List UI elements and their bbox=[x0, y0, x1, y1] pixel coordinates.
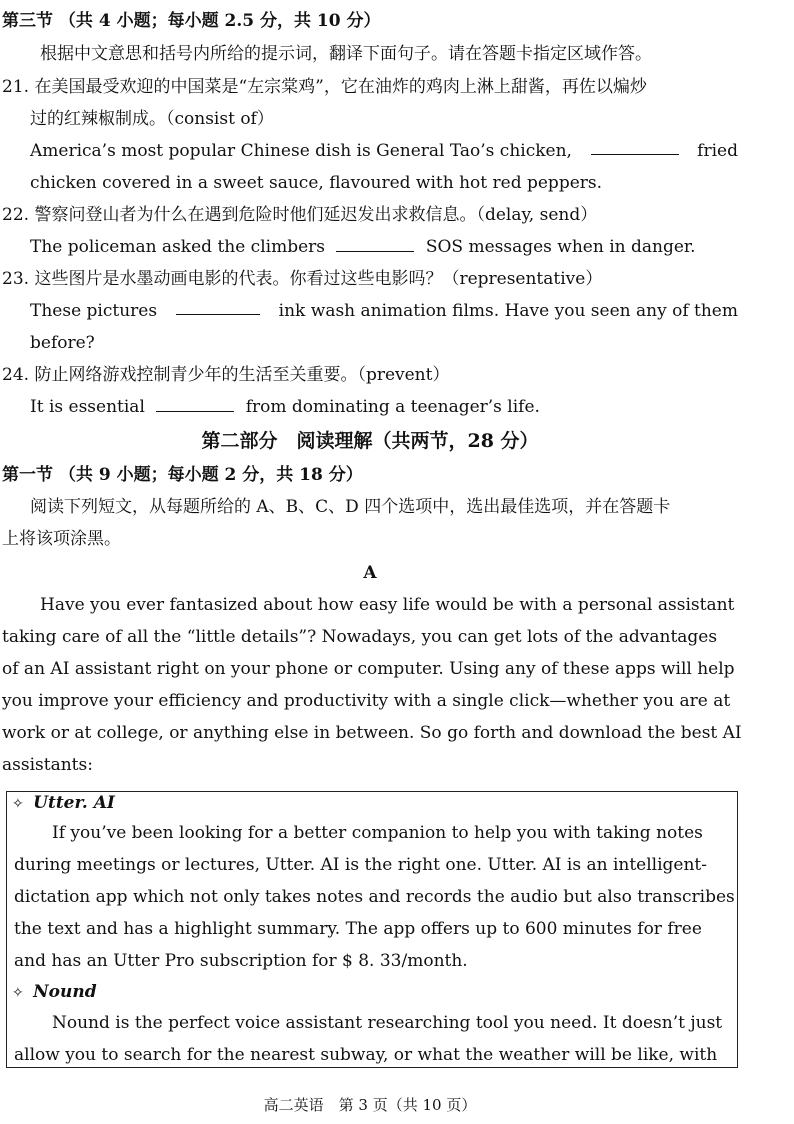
q21-cn-line2: 过的红辣椒制成。（consist of） bbox=[30, 109, 274, 129]
q21-en-part2: fried bbox=[697, 141, 738, 161]
q21-cn-line1: 21. 在美国最受欢迎的中国菜是“左宗棠鸡”，它在油炸的鸡肉上淋上甜酱，再佐以煸炒 bbox=[2, 77, 647, 97]
utter-line: and has an Utter Pro subscription for $ 8. 33/month. bbox=[14, 951, 468, 971]
q22-answer-blank[interactable] bbox=[336, 237, 414, 252]
passage-line: of an AI assistant right on your phone or computer. Using any of these apps will help bbox=[2, 659, 735, 679]
utter-title: Utter. AI bbox=[33, 793, 115, 813]
q22-en-part2: SOS messages when in danger. bbox=[425, 237, 696, 257]
q24-en-part1: It is essential bbox=[30, 397, 145, 417]
q21-answer-blank[interactable] bbox=[591, 140, 679, 155]
nound-line: allow you to search for the nearest subway, or what the weather will be like, with bbox=[14, 1045, 718, 1065]
passage-label: A bbox=[363, 563, 377, 583]
q24-answer-blank[interactable] bbox=[156, 397, 234, 412]
passage-line: assistants: bbox=[2, 755, 93, 775]
page-footer: 高二英语 第 3 页（共 10 页） bbox=[263, 1096, 477, 1114]
q22-en-part1: The policeman asked the climbers bbox=[30, 237, 325, 257]
q24-en bbox=[30, 396, 540, 418]
sparkle-bullet-icon: ✧ bbox=[12, 985, 24, 1001]
passage-line: you improve your efficiency and productivity with a single click—whether you are at bbox=[2, 691, 731, 711]
part2-section1-header: 第一节 （共 9 小题；每小题 2 分，共 18 分） bbox=[2, 465, 363, 485]
utter-heading bbox=[12, 792, 115, 815]
q21-en-line2: chicken covered in a sweet sauce, flavoured with hot red peppers. bbox=[30, 173, 603, 193]
q23-en-line1 bbox=[30, 300, 738, 322]
q23-cn: 23. 这些图片是水墨动画电影的代表。你看过这些电影吗？（representative） bbox=[2, 269, 603, 289]
q21-en-part1: America’s most popular Chinese dish is General Tao’s chicken, bbox=[30, 141, 572, 161]
part2-instruction-line1: 阅读下列短文，从每题所给的 A、B、C、D 四个选项中，选出最佳选项，并在答题卡 bbox=[30, 497, 671, 517]
utter-line: If you’ve been looking for a better companion to help you with taking notes bbox=[52, 823, 703, 843]
q23-answer-blank[interactable] bbox=[176, 300, 260, 315]
q24-en-part2: from dominating a teenager’s life. bbox=[245, 397, 540, 417]
part2-instruction-line2: 上将该项涂黑。 bbox=[2, 529, 121, 549]
q21-en-line1 bbox=[30, 140, 738, 162]
q23-en-part2: ink wash animation films. Have you seen any of them bbox=[278, 301, 738, 321]
part2-title: 第二部分 阅读理解（共两节，28 分） bbox=[201, 430, 539, 452]
q23-en-line2: before? bbox=[30, 333, 95, 353]
section3-instruction: 根据中文意思和括号内所给的提示词，翻译下面句子。请在答题卡指定区域作答。 bbox=[40, 44, 652, 64]
nound-heading bbox=[12, 981, 97, 1004]
q24-cn: 24. 防止网络游戏控制青少年的生活至关重要。（prevent） bbox=[2, 365, 450, 385]
utter-line: dictation app which not only takes notes and records the audio but also transcribes bbox=[14, 887, 735, 907]
sparkle-bullet-icon: ✧ bbox=[12, 796, 24, 812]
q22-cn: 22. 警察问登山者为什么在遇到危险时他们延迟发出求救信息。（delay, send） bbox=[2, 205, 598, 225]
utter-line: during meetings or lectures, Utter. AI is the right one. Utter. AI is an intelligent- bbox=[14, 855, 708, 875]
q22-en bbox=[30, 236, 696, 258]
q23-en-part1: These pictures bbox=[30, 301, 158, 321]
nound-line: Nound is the perfect voice assistant researching tool you need. It doesn’t just bbox=[52, 1013, 723, 1033]
nound-title: Nound bbox=[33, 982, 97, 1002]
passage-line: work or at college, or anything else in between. So go forth and download the best AI bbox=[2, 723, 742, 743]
utter-line: the text and has a highlight summary. The app offers up to 600 minutes for free bbox=[14, 919, 702, 939]
passage-line: Have you ever fantasized about how easy life would be with a personal assistant bbox=[40, 595, 735, 615]
passage-line: taking care of all the “little details”? Nowadays, you can get lots of the advantages bbox=[2, 627, 718, 647]
section3-header: 第三节 （共 4 小题；每小题 2.5 分，共 10 分） bbox=[2, 11, 381, 31]
